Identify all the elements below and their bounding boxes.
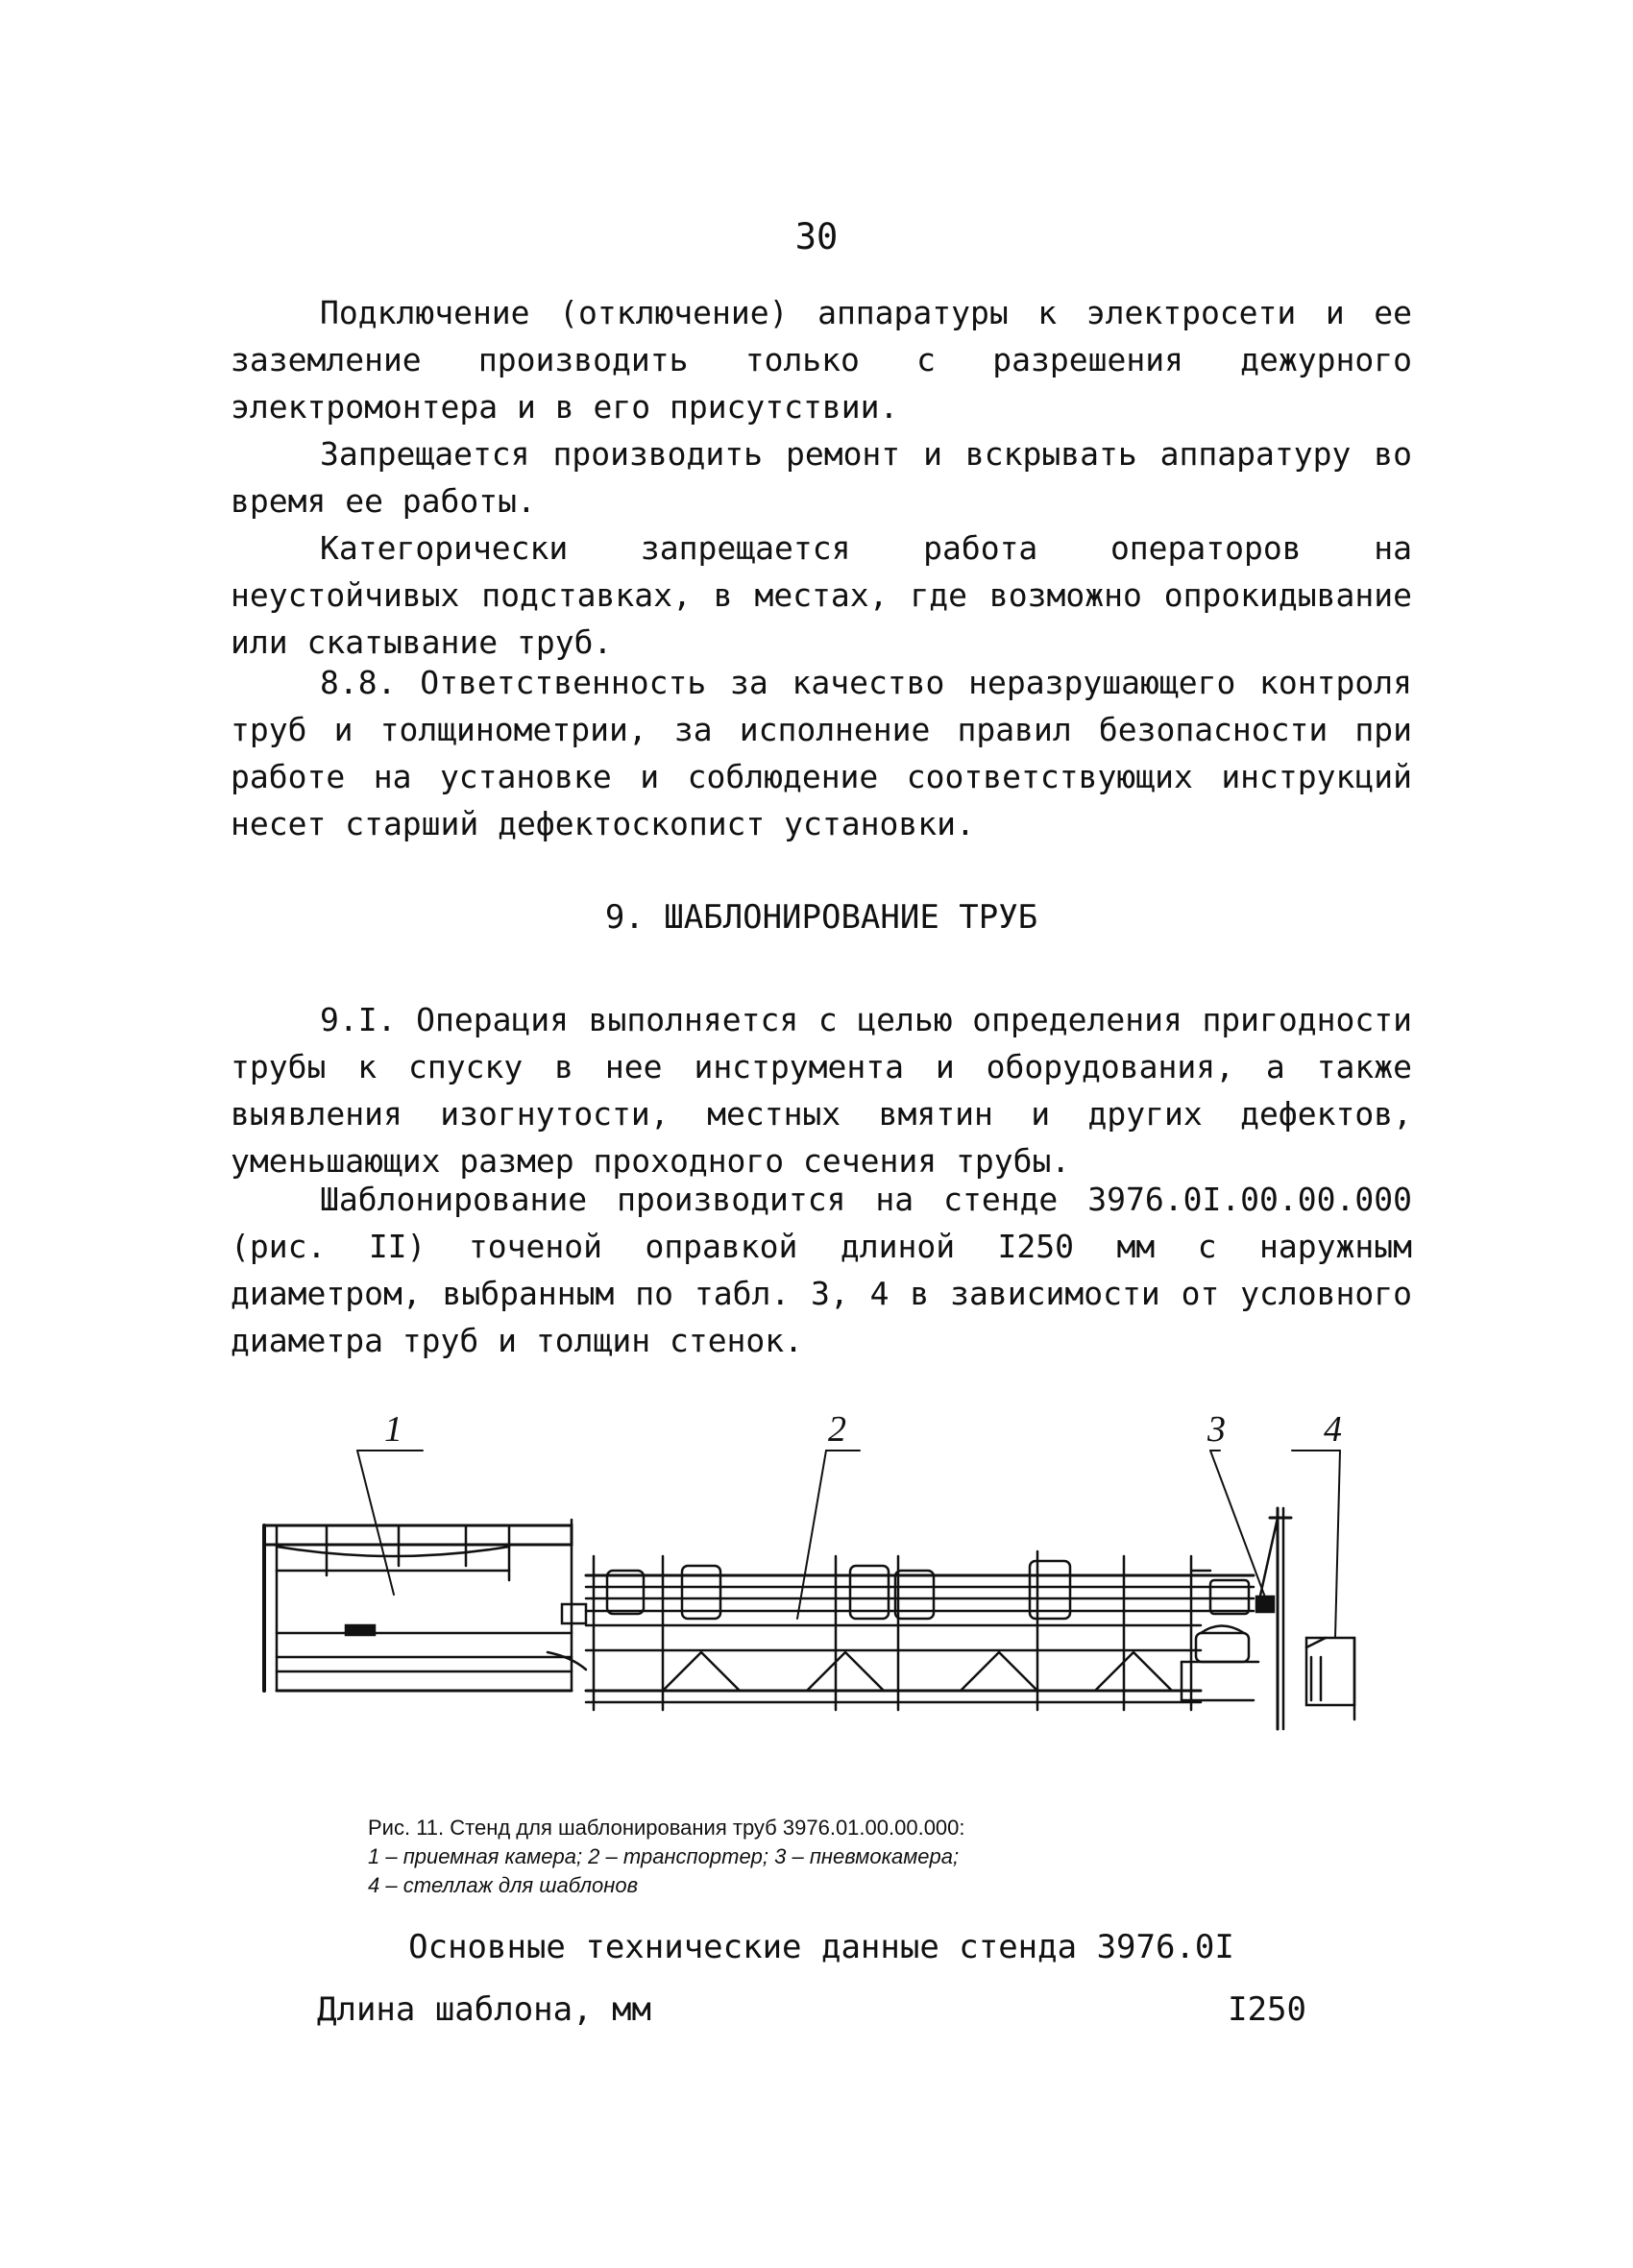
conveyor xyxy=(586,1551,1254,1710)
spec-label: Длина шаблона, мм xyxy=(317,1990,651,2029)
section-heading: 9. ШАБЛОНИРОВАНИЕ ТРУБ xyxy=(604,898,1038,937)
figure-caption xyxy=(368,1814,1328,1900)
callout-3: 3 xyxy=(1207,1412,1226,1450)
receiving-chamber xyxy=(264,1520,586,1691)
paragraph-responsibility: 8.8. Ответственность за качество неразрушающего контроля труб и толщинометрии, за исполнение правил безопасности при работе на установке и соблюдение соответствующих инструкций несет старший дефектоскопист установки. xyxy=(231,664,1412,842)
figure-test-stand xyxy=(231,1412,1412,1777)
callout-1: 1 xyxy=(384,1412,402,1450)
caption-line-legend-1: 1 – приемная камера; 2 – транспортер; 3 – пневмокамера; xyxy=(368,1844,960,1868)
page-number: 30 xyxy=(794,216,839,257)
test-stand-drawing xyxy=(231,1412,1412,1777)
pneumatic-lift-and-rack xyxy=(1182,1508,1354,1729)
callout-4: 4 xyxy=(1324,1412,1342,1450)
paragraph-grounding: Подключение (отключение) аппаратуры к электросети и ее заземление производить только с разрешения дежурного электромонтера и в его присутствии. xyxy=(231,294,1412,426)
caption-line-legend-2: 4 – стеллаж для шаблонов xyxy=(368,1873,639,1897)
callout-2: 2 xyxy=(828,1412,846,1450)
paragraph-repair-ban: Запрещается производить ремонт и вскрывать аппаратуру во время ее работы. xyxy=(231,435,1412,520)
tech-data-title: Основные технические данные стенда 3976.0I xyxy=(408,1928,1234,1966)
paragraph-operation-purpose: 9.I. Операция выполняется с целью определения пригодности трубы к спуску в нее инструмента и оборудования, а также выявления изогнутости, местных вмятин и других дефектов, уменьшающих размер проходного сечения трубы. xyxy=(231,1001,1412,1180)
spec-row-template-length xyxy=(317,1990,1306,2029)
spec-value: I250 xyxy=(1228,1990,1306,2029)
paragraph-operator-safety: Категорически запрещается работа операторов на неустойчивых подставках, в местах, где возможно опрокидывание или скатывание труб. xyxy=(231,529,1412,661)
paragraph-templating: Шаблонирование производится на стенде 3976.0I.00.00.000 (рис. II) точеной оправкой длиной I250 мм с наружным диаметром, выбранным по табл. 3, 4 в зависимости от условного диаметра труб и толщин стенок. xyxy=(231,1181,1412,1359)
caption-line-title: Рис. 11. Стенд для шаблонирования труб 3976.01.00.00.000: xyxy=(368,1816,965,1840)
